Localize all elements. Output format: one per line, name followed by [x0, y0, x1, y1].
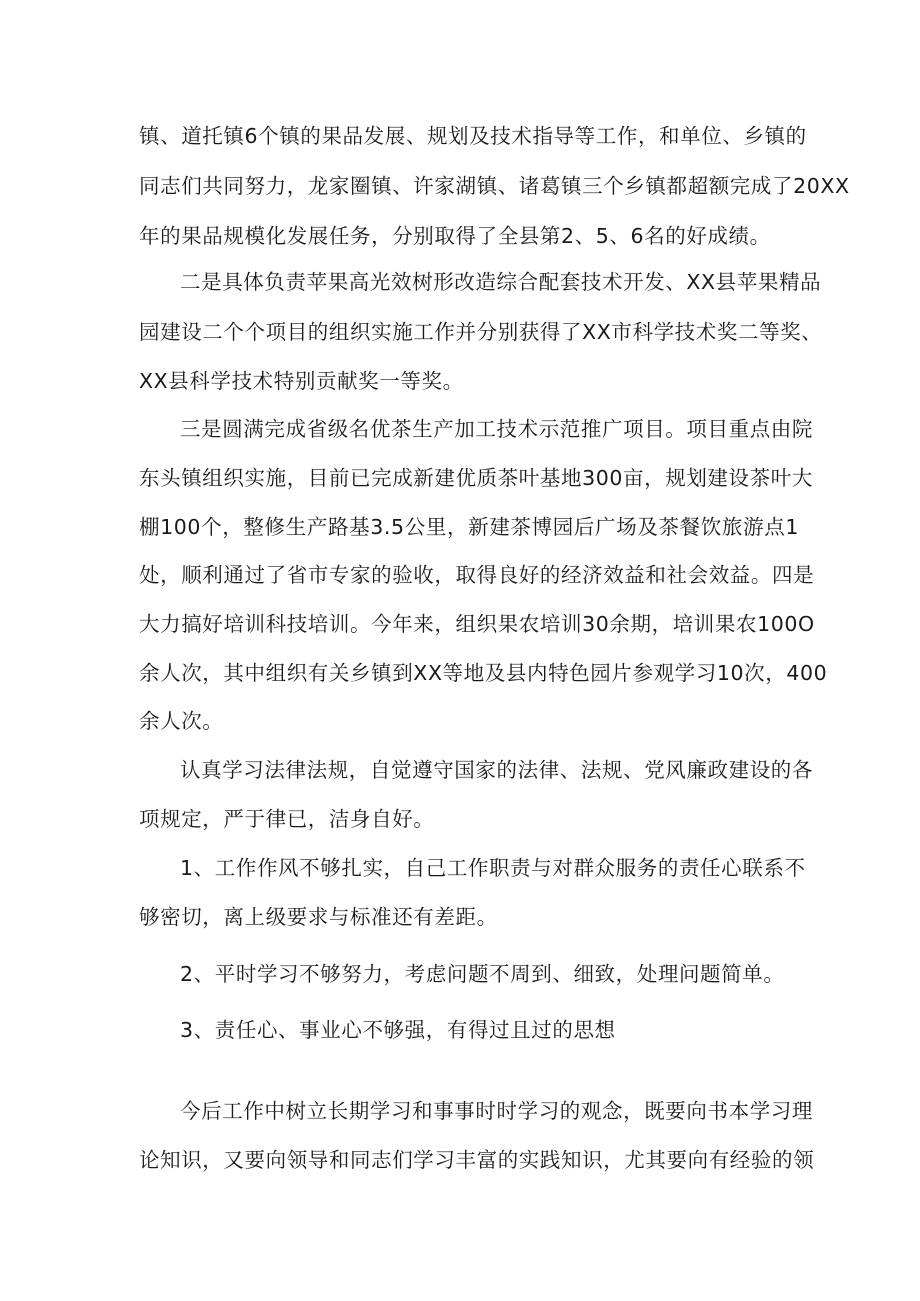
paragraph-1-line-1: 镇、道托镇6个镇的果品发展、规划及技术指导等工作，和单位、乡镇的	[139, 124, 807, 148]
paragraph-1-line-3: 年的果品规模化发展任务，分别取得了全县第2、5、6名的好成绩。	[139, 224, 771, 248]
paragraph-3-line-3: 棚100个，整修生产路基3.5公里，新建茶博园后广场及茶餐饮旅游点1	[139, 515, 799, 539]
paragraph-1-line-2: 同志们共同努力，龙家圈镇、许家湖镇、诸葛镇三个乡镇都超额完成了20XX	[139, 174, 850, 198]
paragraph-3-line-2: 东头镇组织实施，目前已完成新建优质茶叶基地300亩，规划建设茶叶大	[139, 466, 813, 490]
paragraph-3-line-1: 三是圆满完成省级名优茶生产加工技术示范推广项目。项目重点由院	[180, 417, 813, 441]
paragraph-4-line-1: 认真学习法律法规，自觉遵守国家的法律、法规、党风廉政建设的各	[180, 758, 813, 782]
paragraph-8-line-1: 今后工作中树立长期学习和事事时时学习的观念，既要向书本学习理	[180, 1099, 813, 1123]
paragraph-4-line-2: 项规定，严于律已，洁身自好。	[139, 807, 435, 831]
paragraph-6-line-1: 2、平时学习不够努力，考虑问题不周到、细致，处理问题简单。	[180, 962, 785, 986]
paragraph-7-line-1: 3、责任心、事业心不够强，有得过且过的思想	[180, 1018, 616, 1042]
paragraph-3-line-7: 余人次。	[139, 709, 224, 733]
paragraph-2-line-2: 园建设二个个项目的组织实施工作并分别获得了XX市科学技术奖二等奖、	[139, 320, 823, 344]
paragraph-5-line-2: 够密切，离上级要求与标准还有差距。	[139, 905, 498, 929]
paragraph-3-line-4: 处，顺利通过了省市专家的验收，取得良好的经济效益和社会效益。四是	[139, 563, 815, 587]
paragraph-3-line-6: 余人次，其中组织有关乡镇到XX等地及县内特色园片参观学习10次，400	[139, 661, 828, 685]
paragraph-3-line-5: 大力搞好培训科技培训。今年来，组织果农培训30余期，培训果农100O	[139, 612, 815, 636]
paragraph-2-line-3: XX县科学技术特别贡献奖一等奖。	[139, 369, 464, 393]
paragraph-5-line-1: 1、工作作风不够扎实，自己工作职责与对群众服务的责任心联系不	[180, 856, 806, 880]
paragraph-2-line-1: 二是具体负责苹果高光效树形改造综合配套技术开发、XX县苹果精品	[180, 270, 822, 294]
paragraph-8-line-2: 论知识，又要向领导和同志们学习丰富的实践知识，尤其要向有经验的领	[139, 1148, 815, 1172]
